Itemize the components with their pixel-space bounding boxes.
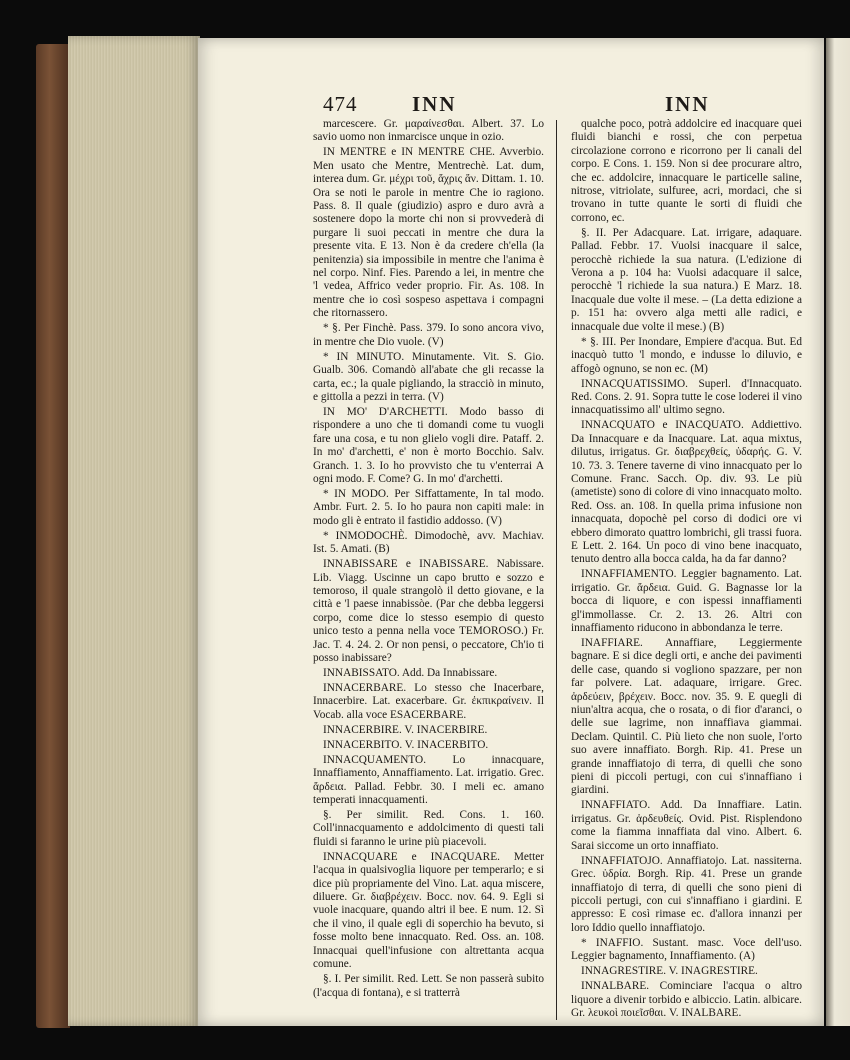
dictionary-entry: INNACERBITO. V. INACERBITO. [323,738,489,751]
dictionary-entry: INNAFFIAMENTO. Leggier bagnamento. Lat. irrigatio. Gr. ἄρδεια. Guid. G. Bagnasse lor la bocca di liquore, e con ispessi innaffiamenti gl'immollasse. Cr. 2. 13. 26. Altri con innaffiamento riducono in abbondanza le terre. [571,568,802,634]
dictionary-entry: INNACQUAMENTO. Lo innacquare, Innaffiamento, Annaffiamento. Lat. irrigatio. Grec. ἄρδεια. Pallad. Febbr. 30. I meli ec. amano temperati innacquamenti. [313,753,544,807]
book-cover-edge [36,44,70,1028]
dictionary-entry: §. I. Per similit. Red. Lett. Se non passerà subito (l'acqua di fontana), e si tratterrà [313,973,544,999]
dictionary-entry: INNABISSARE e INABISSARE. Nabissare. Lib. Viagg. Uscinne un capo brutto e sozzo e temoroso, il quale strangolò il detto giovane, e la città e 'l paese innabissòe. (Par che debba leggersi corpo, come dice lo stesso esempio di questo unico testo a penna nella voce TEMOROSO.) Fr. Jac. T. 4. 24. 2. Or non pensi, o peccatore, Ch'io ti posso inabissare? [313,558,544,664]
dictionary-entry: §. II. Per Adacquare. Lat. irrigare, adaquare. Pallad. Febbr. 17. Vuolsi inacquare il salce, perocchè richiede la sua natura. (L'edizione di Verona a p. 104 ha: Vuolsi adacquare il salce, perocchè 'l richiede la sua natura.) E Marz. 18. Inacquale due volte il mese. – (La detta edizione a p. 151 ha: ovvero alga metti alle radici, e innacquale due volte il mese.) (B) [571,226,802,333]
dictionary-entry: IN MO' D'ARCHETTI. Modo basso di rispondere a uno che ti domandi come tu vuogli fare una cosa, e tu non glielo vogli dire. Pataff. 2. In mo' d'archetti, e' non è morto Bocchio. Salv. Granch. 1. 3. Io ho provvisto che tu v'enterrai A ogni modo. F. Come? G. In mo' d'archetti. [313,405,544,485]
dictionary-entry: * §. III. Per Inondare, Empiere d'acqua. But. Ed inacquò tutto 'l mondo, e indusse lo diluvio, e affogò ognuno, se non ec. (M) [571,335,802,375]
dictionary-entry: qualche poco, potrà addolcire ed inacquare quei fluidi bianchi e rossi, che con perpetua circolazione corrono e ricorrono per li canali del corpo. E Cons. 1. 159. Non si dee procurare altro, che ec. addolcire, innacquare le particelle saline, nitrose, vitriolate, sulfuree, acri, mordaci, che si trovano in tutte quante le sorti di fluidi che corrono, ec. [571,118,802,224]
dictionary-entry: INNAFFIATOJO. Annaffiatojo. Lat. nassiterna. Grec. ὑδρία. Borgh. Rip. 41. Prese un grande innaffiatojo di terra, di quelli che sono pieni di piccoli pertugi, con cui s'innaffiano i giardini. E appresso: E così rimase ec. d'allora innanzi per loro Iddio quello innaffiatojo. [571,854,802,934]
column-divider [556,120,557,1020]
dictionary-entry: * IN MINUTO. Minutamente. Vit. S. Gio. Gualb. 306. Comandò all'abate che gli recasse la carta, ec.; la quale pigliando, la stracciò in minuto, e gittolla a pezzi in terra. (V) [313,350,544,403]
dictionary-entry: * §. Per Finchè. Pass. 379. Io sono ancora vivo, in mentre che Dio vuole. (V) [313,322,544,348]
dictionary-entry: INNACERBIRE. V. INACERBIRE. [323,723,488,736]
page-number: 474 [323,92,358,116]
dictionary-entry: INNAGRESTIRE. V. INAGRESTIRE. [581,965,758,978]
dictionary-entry: INAFFIARE. Annaffiare, Leggiermente bagnare. E si dice degli orti, e anche dei pavimenti delle case, quando si vogliono spazzare, per non far polvere. Lat. adaquare, irrigare. Grec. ἀρδεύειν, βρέχειν. Bocc. nov. 35. 9. E quegli di niun'altra acqua, che o rosata, o di fior d'aranci, o delle sue lagrime, non innaffiava giammai. Declam. Quintil. C. Più lieto che non suole, l'orto suo avere innaffiato. Borgh. Rip. 41. Prese un grande innaffiatojo di terra, di quelli che sono pieni di piccoli pertugi, con cui s'innaffiano i giardini. [571,637,802,797]
dictionary-entry: INNACQUATISSIMO. Superl. d'Innacquato. Red. Cons. 2. 91. Sopra tutte le cose loderei il vino innacquatissimo all' ultimo segno. [571,377,802,417]
dictionary-entry: INNABISSATO. Add. Da Innabissare. [323,667,498,679]
dictionary-entry: * INAFFIO. Sustant. masc. Voce dell'uso. Leggier bagnamento, Innaffiamento. (A) [571,936,802,963]
left-column [313,118,544,1002]
dictionary-entry: IN MENTRE e IN MENTRE CHE. Avverbio. Men usato che Mentre, Mentrechè. Lat. dum, interea dum. Gr. μέχρι τοῦ, ἄχρις ἄν. Dittam. 1. 10. Ora se noti le parole in mentre Che io ragiono. Pass. 8. Il quale (giudizio) aspro e duro avrà a sostenere dopo la morte chi non si provvederà di purgare li suoi peccati in mentre che dura la presente vita. E 13. Non è da credere ch'ella (la penitenzia) sia impossibile in mentre che l'anima è nel corpo. Ninf. Fies. Parendo a lei, in mentre che 'l vedea, Affrico veder proprio. Fir. As. 108. In mentre che io così sospeso aspettava i compagni che ritornassero. [313,146,545,320]
dictionary-entry: INNAFFIATO. Add. Da Innaffiare. Latin. irrigatus. Gr. ἀρδευθείς. Ovid. Pist. Risplendono come la fiamma innaffiata dal vino. Albert. 6. Sarai siccome un orto innaffiato. [571,799,802,852]
dictionary-entry: §. Per similit. Red. Cons. 1. 160. Coll'innacquamento e addolcimento di questi tali fluidi si faranno le urine più piacevoli. [313,809,544,848]
dictionary-entry: INNACQUARE e INACQUARE. Metter l'acqua in qualsivoglia liquore per temperarlo; e si dice più propriamente del Vino. Lat. aqua miscere, diluere. Gr. διαβρέχειν. Bocc. nov. 64. 9. Egli si vuole inacquare, quando altri il bee. E num. 12. Sì che il vino, il quale egli di soperchio ha bevuto, si fosse molto bene innacquato. Red. Oss. an. 108. Innacquai quell'infusione con altrettanta acqua comune. [313,850,544,971]
dictionary-entry: * INMODOCHÈ. Dimodochè, avv. Machiav. Ist. 5. Amati. (B) [313,529,544,556]
dictionary-entry: INNACERBARE. Lo stesso che Inacerbare, Innacerbire. Lat. exacerbare. Gr. ἐκπικραίνειν. Il Vocab. alla voce ESACERBARE. [313,682,544,721]
adjacent-page-edge [826,38,850,1026]
dictionary-entry: INNACQUATO e INACQUATO. Addiettivo. Da Innacquare e da Inacquare. Lat. aqua mixtus, dilutus, irrigatus. Gr. διαβρεχθείς, ὑδαρής. G. V. 10. 73. 3. Tenere taverne di vino innacquato per lo Comune. Franc. Sacch. Op. div. 93. Le più (ametiste) sono di colore di vino innacquato molto. Red. Oss. an. 108. In quella prima infusione non innacquata, dopochè pel corso di dodici ore vi ebbero dimorato quattro lombrichi, gli trassi fuora. E Lett. 2. 164. Un poco di vino bene inacquato, tenuto dentro alla bocca calda, ha da far danno? [571,419,802,566]
dictionary-entry: * IN MODO. Per Siffattamente, In tal modo. Ambr. Furt. 2. 5. Io ho paura non capiti male: in modo gli è entrato il fastidio addosso. (V) [313,487,544,527]
running-head-left: INN [412,92,457,116]
dictionary-entry: INNALBARE. Cominciare l'acqua o altro liquore a divenir torbido e albiccio. Latin. albicare. Gr. λευκοὶ ποιεῖσθαι. V. INALBARE. [571,980,802,1019]
page-stack-edge [68,36,200,1026]
right-column [571,118,802,1022]
running-head-right: INN [665,92,710,116]
dictionary-entry: marcescere. Gr. μαραίνεσθαι. Albert. 37. Lo savio uomo non inmarcisce unque in ozio. [313,118,544,144]
